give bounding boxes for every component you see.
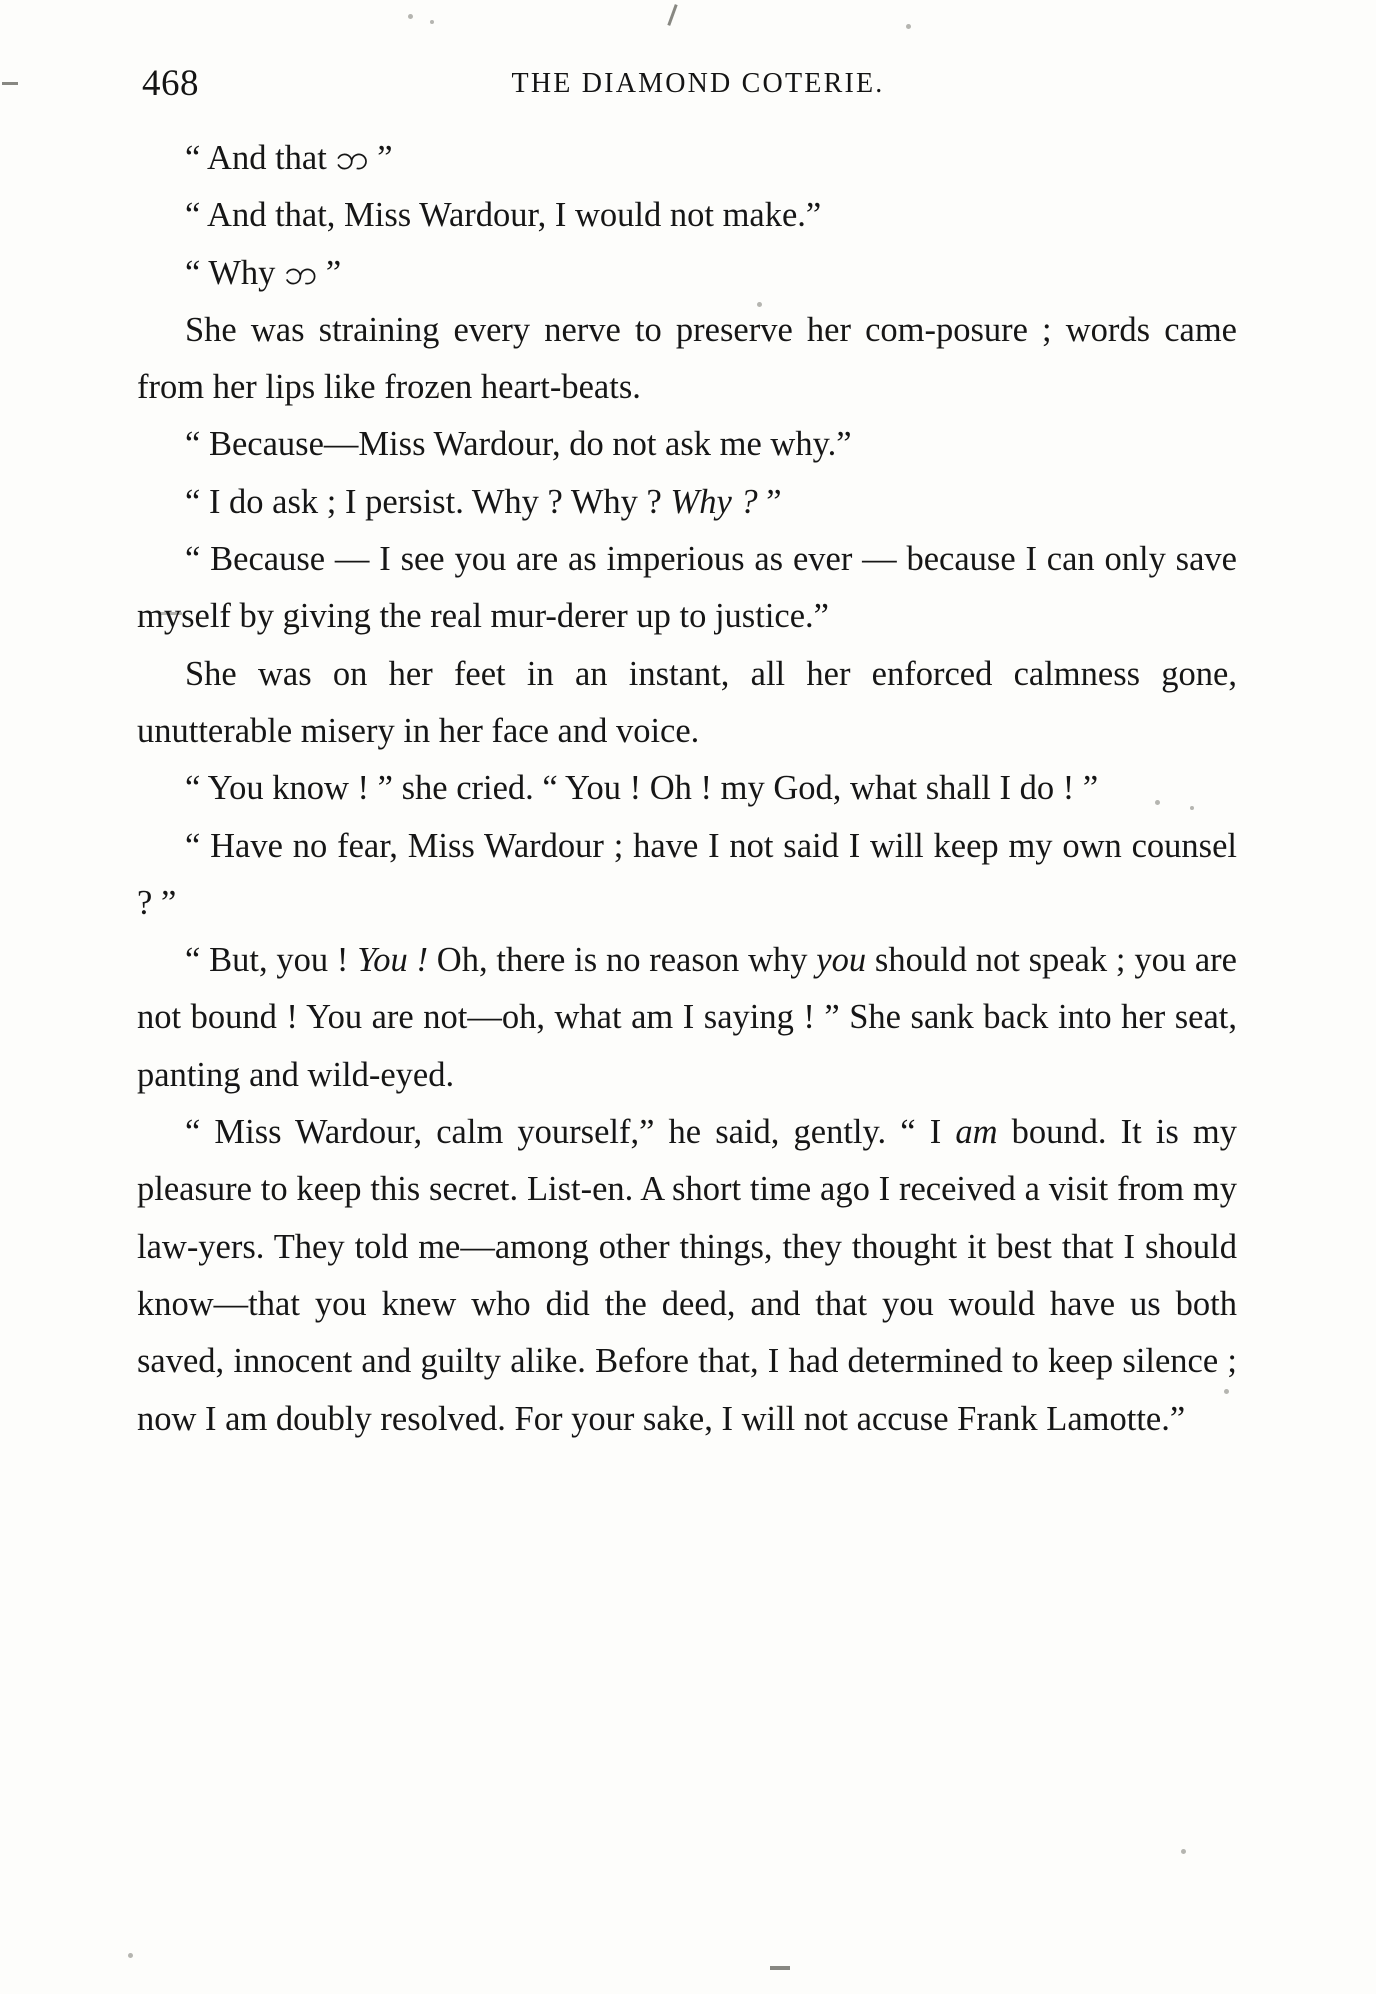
scan-speck [906, 24, 911, 29]
paragraph: She was straining every nerve to preserve her com-posure ; words came from her lips like frozen heart-beats. [137, 310, 1237, 407]
paragraph: “ Because — I see you are as imperious as ever — because I can only save myself by giving the real mur-derer up to justice.” [137, 540, 1237, 636]
running-title: THE DIAMOND COTERIE. [511, 68, 885, 99]
paragraph: “ Have no fear, Miss Wardour ; have I not said I will keep my own counsel ? ” [137, 826, 1237, 922]
scan-speck [128, 1953, 133, 1958]
page-number: 468 [142, 63, 199, 104]
scan-mark [770, 1966, 790, 1970]
paragraph: “ You know ! ” she cried. “ You ! Oh ! my God, what shall I do ! ” [185, 769, 1099, 808]
paragraph: “ But, you ! You ! Oh, there is no reason why you should not speak ; you are not bound ! You are not—oh, what am I saying ! ” She sank back into her seat, panting and wild-eyed. [137, 941, 1237, 1094]
scan-speck [430, 20, 434, 24]
paragraph: “ Why ဘ ” [185, 253, 342, 292]
paragraph: “ I do ask ; I persist. Why ? Why ? Why ? ” [185, 482, 782, 521]
page-body [137, 130, 1237, 1448]
scan-speck [408, 14, 413, 19]
page-header [0, 62, 1376, 106]
paragraph: “ Because—Miss Wardour, do not ask me why.” [185, 425, 852, 464]
scan-speck [1181, 1849, 1186, 1854]
paragraph: “ And that, Miss Wardour, I would not make.” [185, 196, 822, 235]
scan-mark [667, 4, 677, 26]
paragraph: “ And that ဘ ” [185, 139, 393, 177]
paragraph: She was on her feet in an instant, all her enforced calmness gone, unutterable misery in her face and voice. [137, 654, 1237, 750]
paragraph: “ Miss Wardour, calm yourself,” he said, gently. “ I am bound. It is my pleasure to keep this secret. List-en. A short time ago I received a visit from my law-yers. They told me—among other things, they thought it best that I should know—that you knew who did the deed, and that you would have us both saved, innocent and guilty alike. Before that, I had determined to keep silence ; now I am doubly resolved. For your sake, I will not accuse Frank Lamotte.” [137, 1113, 1238, 1438]
